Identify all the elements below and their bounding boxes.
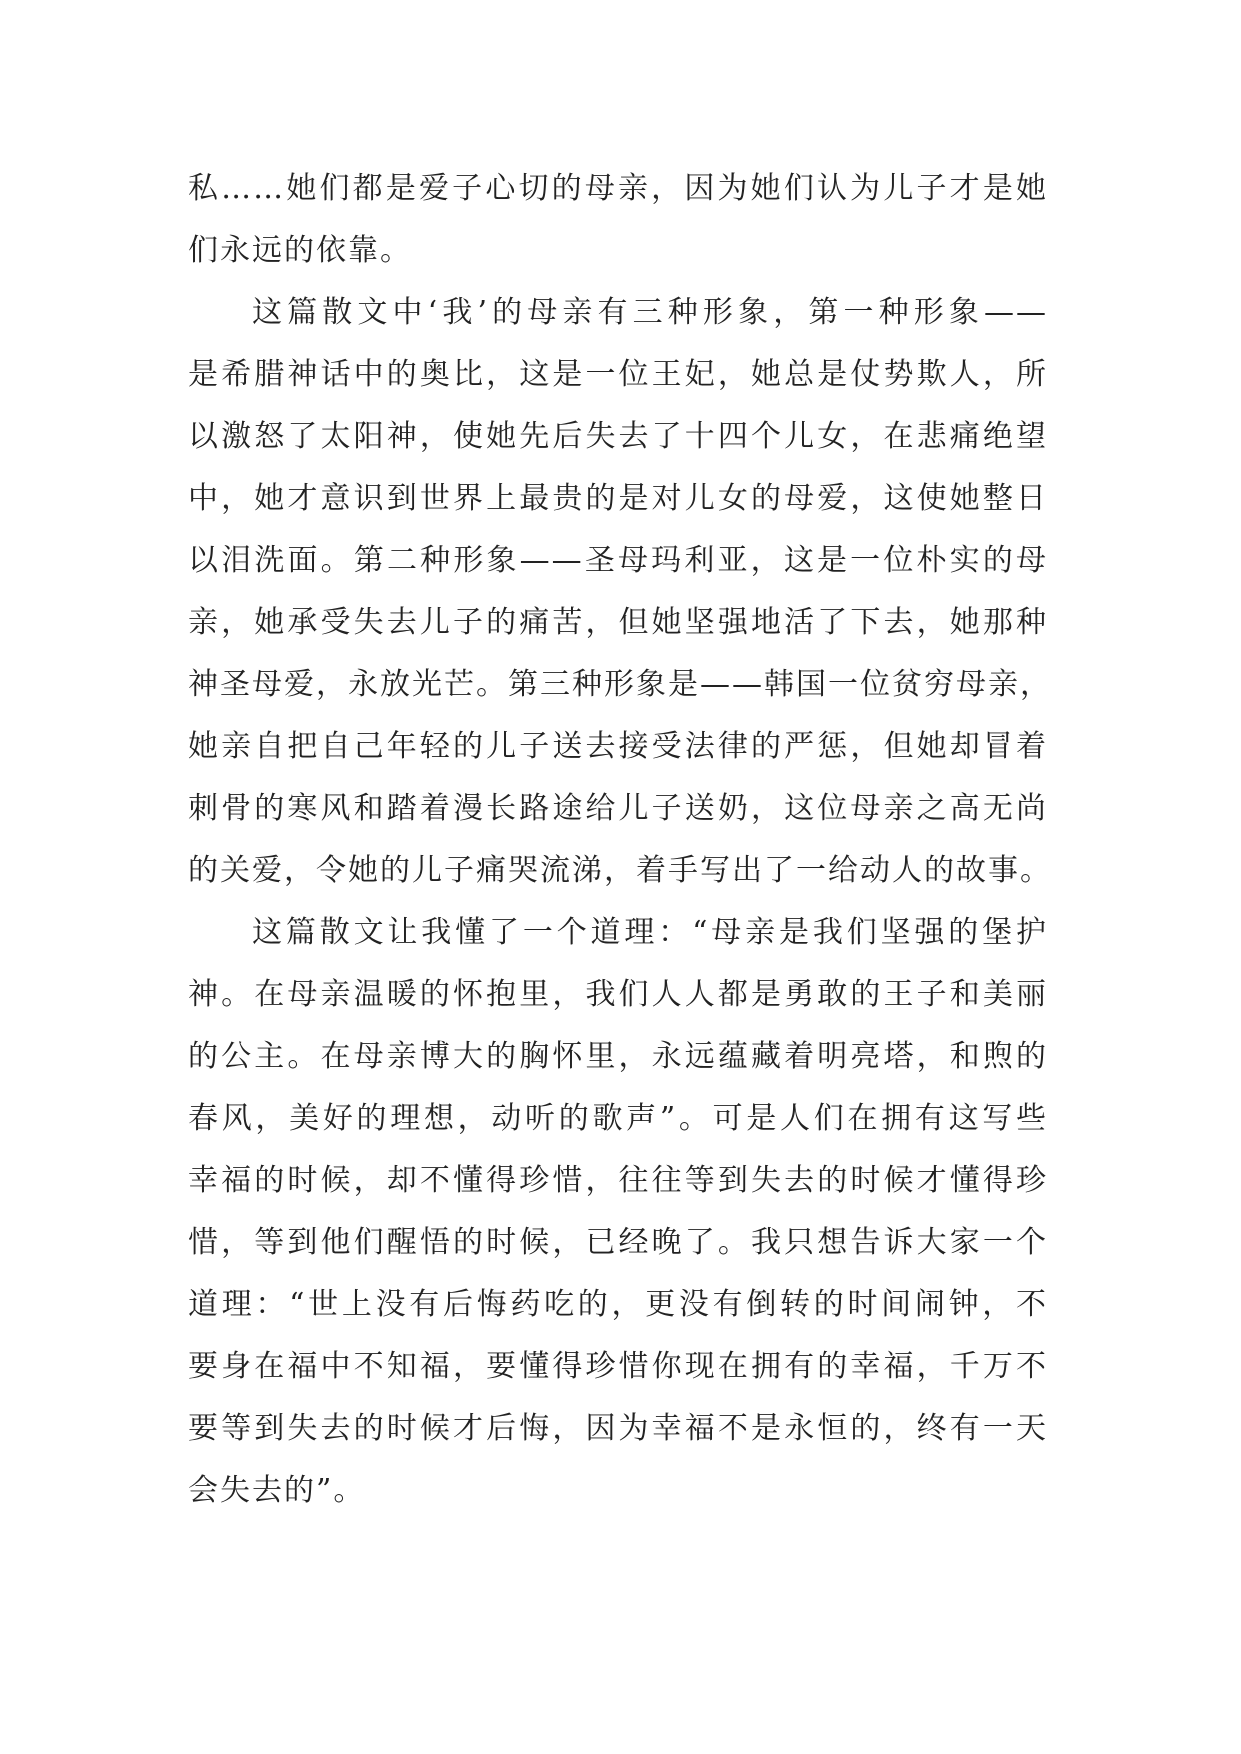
text-line: 惜，等到他们醒悟的时候，已经晚了。我只想告诉大家一个 <box>188 1225 1048 1260</box>
text-line: 刺骨的寒风和踏着漫长路途给儿子送奶，这位母亲之高无尚 <box>188 791 1048 826</box>
text-line: 道理：“世上没有后悔药吃的，更没有倒转的时间闹钟，不 <box>188 1287 1048 1322</box>
text-line: 神圣母爱，永放光芒。第三种形象是——韩国一位贫穷母亲， <box>188 667 1052 702</box>
text-line: 神。在母亲温暖的怀抱里，我们人人都是勇敢的王子和美丽 <box>188 977 1048 1012</box>
text-line: 的公主。在母亲博大的胸怀里，永远蕴藏着明亮塔，和煦的 <box>188 1039 1048 1074</box>
text-line: 春风，美好的理想，动听的歌声”。可是人们在拥有这写些 <box>188 1101 1048 1136</box>
paragraph-first-line: 这篇散文中‘我’的母亲有三种形象，第一种形象—— <box>252 295 1048 330</box>
text-line: 的关爱，令她的儿子痛哭流涕，着手写出了一给动人的故事。 <box>188 853 1052 888</box>
text-line: 要身在福中不知福，要懂得珍惜你现在拥有的幸福，千万不 <box>188 1349 1048 1384</box>
text-line: 是希腊神话中的奥比，这是一位王妃，她总是仗势欺人，所 <box>188 357 1048 392</box>
text-line: 会失去的”。 <box>188 1473 366 1508</box>
essay-body <box>188 158 1052 1522</box>
text-line: 们永远的依靠。 <box>188 233 412 268</box>
text-line: 以泪洗面。第二种形象——圣母玛利亚，这是一位朴实的母 <box>188 543 1048 578</box>
text-line: 要等到失去的时候才后悔，因为幸福不是永恒的，终有一天 <box>188 1411 1048 1446</box>
text-line: 中，她才意识到世界上最贵的是对儿女的母爱，这使她整日 <box>188 481 1048 516</box>
paragraph-first-line: 这篇散文让我懂了一个道理：“母亲是我们坚强的堡护 <box>252 915 1048 950</box>
text-line: 她亲自把自己年轻的儿子送去接受法律的严惩，但她却冒着 <box>188 729 1048 764</box>
text-line: 亲，她承受失去儿子的痛苦，但她坚强地活了下去，她那种 <box>188 605 1048 640</box>
text-line: 以激怒了太阳神，使她先后失去了十四个儿女，在悲痛绝望 <box>188 419 1048 454</box>
text-line: 幸福的时候，却不懂得珍惜，往往等到失去的时候才懂得珍 <box>188 1163 1048 1198</box>
text-line: 私……她们都是爱子心切的母亲，因为她们认为儿子才是她 <box>188 171 1048 206</box>
